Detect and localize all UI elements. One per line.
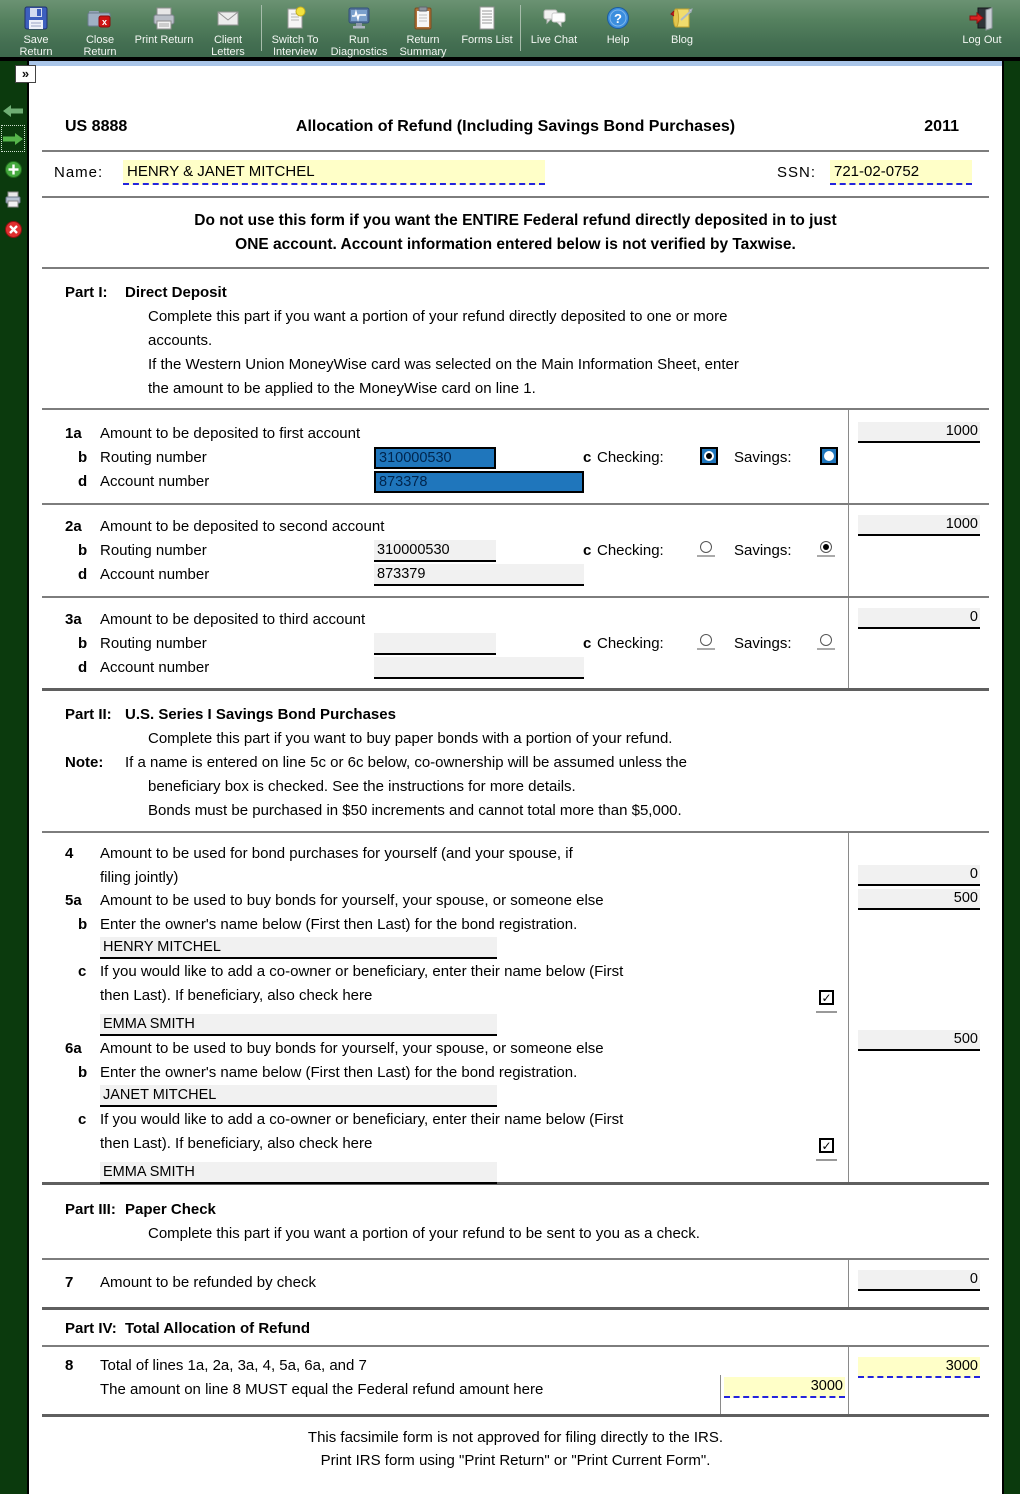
- part1-header: [42, 269, 989, 408]
- account-label: Account number: [100, 473, 210, 490]
- part1-desc: the amount to be applied to the MoneyWise card on line 1.: [148, 380, 536, 397]
- amount-field[interactable]: 1000: [858, 515, 980, 536]
- line-letter: c: [583, 635, 592, 652]
- part2-note: beneficiary box is checked. See the instructions for more details.: [148, 778, 576, 795]
- line-label: Amount to be deposited to second account: [100, 518, 385, 535]
- line-text: filing jointly): [100, 868, 179, 886]
- savings-label: Savings:: [734, 542, 792, 559]
- svg-text:?: ?: [614, 11, 622, 26]
- routing-label: Routing number: [100, 542, 207, 559]
- envelope-icon: [213, 3, 243, 33]
- total-amount-field[interactable]: 3000: [858, 1357, 980, 1378]
- amount-field[interactable]: 500: [858, 889, 980, 910]
- line-letter: c: [583, 449, 592, 466]
- part3-label: Part III:: [65, 1201, 116, 1218]
- deposit-row-2: [42, 505, 989, 598]
- name-label: Name:: [54, 164, 104, 181]
- toolbar-button-label: Close Return: [83, 34, 117, 58]
- savings-radio[interactable]: [820, 447, 838, 465]
- part2-note: Bonds must be purchased in $50 increments and cannot total more than $5,000.: [148, 802, 682, 819]
- line-letter: b: [78, 635, 88, 652]
- line-letter: c: [583, 542, 592, 559]
- form-year: 2011: [924, 118, 959, 135]
- co-owner-name-field[interactable]: EMMA SMITH: [100, 1162, 497, 1184]
- client-letters-button[interactable]: [196, 3, 260, 58]
- chat-icon: [539, 3, 569, 33]
- line-text: The amount on line 8 MUST equal the Federal refund amount here: [100, 1381, 544, 1398]
- line-text: Amount to be used to buy bonds for yourself, your spouse, or someone else: [100, 892, 604, 909]
- line-number: 1a: [65, 425, 82, 442]
- part3-heading: Paper Check: [125, 1201, 216, 1218]
- print-return-button[interactable]: [132, 3, 196, 46]
- name-ssn-row: [42, 152, 989, 196]
- refund-check-row: [42, 1260, 989, 1310]
- toolbar-button-label: Log Out: [962, 34, 1002, 46]
- expand-panel-tab[interactable]: »: [15, 65, 36, 83]
- savings-radio[interactable]: [817, 634, 835, 650]
- part1-heading: Direct Deposit: [125, 284, 227, 301]
- checking-radio[interactable]: [700, 447, 718, 465]
- part2-desc: Complete this part if you want to buy paper bonds with a portion of your refund.: [148, 730, 673, 747]
- part1-desc: If the Western Union MoneyWise card was selected on the Main Information Sheet, enter: [148, 356, 739, 373]
- toolbar-button-label: Client Letters: [211, 34, 245, 58]
- deposit-row-3: [42, 598, 989, 691]
- print-icon: [149, 3, 179, 33]
- add-form-icon[interactable]: [3, 159, 23, 179]
- part4-heading: Total Allocation of Refund: [125, 1320, 310, 1337]
- savings-label: Savings:: [734, 635, 792, 652]
- form-page: [27, 61, 1004, 1494]
- svg-text:x: x: [101, 17, 108, 27]
- line-text: then Last). If beneficiary, also check here: [100, 986, 373, 1004]
- line-text: If you would like to add a co-owner or beneficiary, enter their name below (First: [100, 963, 624, 980]
- ssn-label: SSN:: [777, 164, 817, 181]
- diagnostics-icon: [344, 3, 374, 33]
- line-letter: b: [78, 915, 88, 933]
- toolbar-button-label: Blog: [670, 34, 694, 46]
- toolbar-button-label: Return Summary: [399, 34, 447, 58]
- form-navigation-sidebar: [0, 61, 27, 1494]
- line-number: 5a: [65, 892, 82, 909]
- routing-number-field[interactable]: 310000530: [374, 540, 496, 562]
- routing-label: Routing number: [100, 635, 207, 652]
- save-return-button[interactable]: [4, 3, 68, 58]
- part2-label: Part II:: [65, 706, 112, 723]
- amount-field[interactable]: 1000: [858, 422, 980, 443]
- line-text: If you would like to add a co-owner or beneficiary, enter their name below (First: [100, 1111, 624, 1128]
- line-label: Amount to be deposited to first account: [100, 425, 361, 442]
- beneficiary-checkbox[interactable]: ✓: [816, 986, 837, 1014]
- name-field[interactable]: HENRY & JANET MITCHEL: [123, 160, 545, 185]
- amount-field[interactable]: 500: [858, 1030, 980, 1051]
- routing-number-field[interactable]: [374, 633, 496, 655]
- toolbar-button-label: Print Return: [134, 34, 194, 46]
- checking-label: Checking:: [597, 449, 664, 466]
- toolbar-button-label: Switch To Interview: [271, 34, 319, 58]
- line-text: Enter the owner's name below (First then Last) for the bond registration.: [100, 915, 578, 933]
- checking-label: Checking:: [597, 542, 664, 559]
- checking-radio[interactable]: [697, 541, 715, 557]
- checking-label: Checking:: [597, 635, 664, 652]
- part2-note: If a name is entered on line 5c or 6c below, co-ownership will be assumed unless the: [125, 754, 687, 771]
- close-return-button[interactable]: [68, 3, 132, 58]
- account-label: Account number: [100, 566, 210, 583]
- line-letter: b: [78, 449, 88, 466]
- log-out-button[interactable]: [950, 3, 1014, 46]
- part3-desc: Complete this part if you want a portion of your refund to be sent to you as a check.: [148, 1225, 700, 1242]
- savings-label: Savings:: [734, 449, 792, 466]
- line-number: 2a: [65, 518, 82, 535]
- toolbar-button-label: Forms List: [461, 34, 513, 46]
- ssn-field[interactable]: 721-02-0752: [830, 160, 972, 185]
- total-allocation-row: [42, 1347, 989, 1417]
- line-letter: b: [78, 542, 88, 559]
- delete-form-icon[interactable]: [3, 219, 23, 239]
- toolbar-button-label: Save Return: [19, 34, 53, 58]
- federal-refund-cell: [720, 1375, 848, 1414]
- line-number: 4: [65, 845, 74, 862]
- save-icon: [21, 3, 51, 33]
- federal-refund-amount-field[interactable]: 3000: [724, 1377, 845, 1398]
- summary-icon: [408, 3, 438, 33]
- notice-line: ONE account. Account information entered below is not verified by Taxwise.: [235, 236, 796, 253]
- checking-radio[interactable]: [697, 634, 715, 650]
- owner-name-field[interactable]: HENRY MITCHEL: [100, 937, 497, 959]
- amount-field[interactable]: 0: [858, 1270, 980, 1291]
- line-text: Amount to be used to buy bonds for yourself, your spouse, or someone else: [100, 1040, 604, 1057]
- help-button[interactable]: [586, 3, 650, 46]
- live-chat-button[interactable]: [522, 3, 586, 46]
- line-label: Amount to be deposited to third account: [100, 611, 366, 628]
- line-letter: d: [78, 473, 88, 490]
- help-icon: [603, 3, 633, 33]
- toolbar-button-label: Run Diagnostics: [330, 34, 388, 58]
- line-text: Enter the owner's name below (First then Last) for the bond registration.: [100, 1063, 578, 1081]
- line-letter: c: [78, 1111, 87, 1128]
- toolbar-button-label: Live Chat: [530, 34, 578, 46]
- note-label: Note:: [65, 754, 104, 771]
- line-text: then Last). If beneficiary, also check here: [100, 1134, 373, 1152]
- blog-icon: [667, 3, 697, 33]
- notice-line: Do not use this form if you want the ENTIRE Federal refund directly deposited in to just: [194, 212, 837, 229]
- line-text: Total of lines 1a, 2a, 3a, 4, 5a, 6a, and 7: [100, 1357, 367, 1374]
- print-form-icon[interactable]: [3, 189, 23, 209]
- amount-field[interactable]: 0: [858, 865, 980, 886]
- run-diagnostics-button[interactable]: [327, 3, 391, 58]
- form-id: US 8888: [65, 118, 128, 135]
- bond-purchase-rows: [42, 833, 989, 1185]
- forms-list-button[interactable]: [455, 3, 519, 46]
- blog-button[interactable]: [650, 3, 714, 46]
- forms-list-icon: [472, 3, 502, 33]
- owner-name-field[interactable]: JANET MITCHEL: [100, 1085, 497, 1107]
- line-number: 6a: [65, 1040, 82, 1057]
- line-number: 3a: [65, 611, 82, 628]
- account-number-field[interactable]: 873378: [374, 471, 584, 493]
- line-letter: c: [78, 963, 87, 980]
- part4-label: Part IV:: [65, 1320, 117, 1337]
- co-owner-name-field[interactable]: EMMA SMITH: [100, 1014, 497, 1036]
- line-number: 8: [65, 1357, 74, 1374]
- account-label: Account number: [100, 659, 210, 676]
- line-letter: d: [78, 566, 88, 583]
- routing-number-field[interactable]: 310000530: [374, 447, 496, 469]
- part4-header: [42, 1310, 989, 1345]
- toolbar-separator: [520, 5, 521, 51]
- facsimile-footer: [42, 1417, 989, 1472]
- account-number-field[interactable]: [374, 657, 584, 679]
- part1-desc: Complete this part if you want a portion of your refund directly deposited to one or more: [148, 308, 728, 325]
- form-notice: [42, 198, 989, 267]
- part2-header: [42, 691, 989, 831]
- interview-icon: [280, 3, 310, 33]
- forward-arrow-icon[interactable]: [1, 125, 25, 152]
- line-letter: b: [78, 1063, 88, 1081]
- footer-line: Print IRS form using "Print Return" or "Print Current Form".: [320, 1452, 711, 1469]
- part1-desc: accounts.: [148, 332, 213, 349]
- logout-icon: [967, 3, 997, 33]
- account-number-field[interactable]: 873379: [374, 564, 584, 586]
- amount-field[interactable]: 0: [858, 608, 980, 629]
- page-title: Allocation of Refund (Including Savings Bond Purchases): [295, 118, 736, 135]
- line-text: Amount to be used for bond purchases for yourself (and your spouse, if: [100, 845, 573, 862]
- beneficiary-checkbox[interactable]: ✓: [816, 1134, 837, 1162]
- toolbar-button-label: Help: [606, 34, 630, 46]
- switch-to-interview-button[interactable]: [263, 3, 327, 58]
- routing-label: Routing number: [100, 449, 207, 466]
- footer-line: This facsimile form is not approved for filing directly to the IRS.: [307, 1429, 724, 1446]
- part1-label: Part I:: [65, 284, 108, 301]
- line-number: 7: [65, 1274, 74, 1291]
- line-text: Amount to be refunded by check: [100, 1274, 316, 1291]
- main-toolbar: [0, 0, 1020, 61]
- part2-heading: U.S. Series I Savings Bond Purchases: [125, 706, 396, 723]
- deposit-row-1: [42, 410, 989, 505]
- form-title-row: [42, 66, 989, 150]
- return-summary-button[interactable]: [391, 3, 455, 58]
- back-arrow-icon[interactable]: [3, 101, 23, 121]
- part3-header: [42, 1185, 989, 1258]
- savings-radio[interactable]: [817, 541, 835, 557]
- close-return-icon: [85, 3, 115, 33]
- toolbar-separator: [261, 5, 262, 51]
- line-letter: d: [78, 659, 88, 676]
